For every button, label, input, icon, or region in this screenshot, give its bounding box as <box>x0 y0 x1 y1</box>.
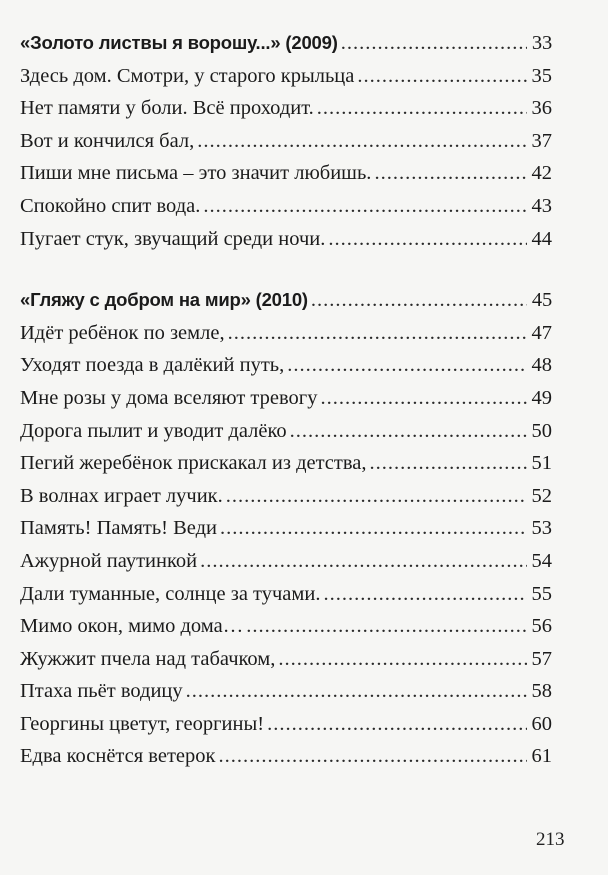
poem-title: Спокойно спит вода. <box>20 194 201 217</box>
toc-entry <box>20 480 552 513</box>
toc-section-2009 <box>20 27 552 255</box>
dot-leader <box>370 447 528 480</box>
toc-entry <box>20 610 552 643</box>
dot-leader <box>226 480 527 513</box>
poem-title: Жужжит пчела над табачком, <box>20 647 276 670</box>
dot-leader <box>320 382 527 415</box>
dot-leader <box>341 27 527 60</box>
page-number: 52 <box>531 484 552 507</box>
toc-entry <box>20 447 552 480</box>
dot-leader <box>218 740 527 773</box>
dot-leader <box>311 284 527 317</box>
poem-title: Дорога пылит и уводит далёко <box>20 419 287 442</box>
dot-leader <box>228 317 527 350</box>
toc-entry <box>20 512 552 545</box>
poem-title: Мне розы у дома вселяют тревогу <box>20 386 318 409</box>
page-number: 44 <box>531 227 552 250</box>
table-of-contents <box>20 27 552 773</box>
page-number: 48 <box>531 354 552 377</box>
dot-leader <box>278 643 527 676</box>
dot-leader <box>357 60 527 93</box>
poem-title: Уходят поезда в далёкий путь, <box>20 354 285 377</box>
dot-leader <box>186 675 527 708</box>
dot-leader <box>267 708 527 741</box>
poem-title: Пугает стук, звучащий среди ночи. <box>20 227 326 250</box>
toc-entry <box>20 578 552 611</box>
section-heading <box>20 27 552 60</box>
page-number: 61 <box>531 745 552 768</box>
page-number: 51 <box>531 452 552 475</box>
section-title: «Гляжу с добром на мир» (2010) <box>20 289 308 311</box>
dot-leader <box>323 578 527 611</box>
dot-leader <box>203 190 527 223</box>
section-heading <box>20 284 552 317</box>
poem-title: Вот и кончился бал, <box>20 129 195 152</box>
section-title: «Золото листвы я ворошу...» (2009) <box>20 32 338 53</box>
page-number: 45 <box>531 289 552 312</box>
dot-leader <box>220 512 527 545</box>
dot-leader <box>287 349 527 382</box>
page-number: 47 <box>531 321 552 344</box>
dot-leader <box>246 610 527 643</box>
poem-title: Мимо окон, мимо дома… <box>20 615 244 638</box>
dot-leader <box>197 125 527 158</box>
page-number: 33 <box>531 32 552 54</box>
page-number: 58 <box>531 680 552 703</box>
dot-leader <box>317 92 527 125</box>
poem-title: Пегий жеребёнок прискакал из детства, <box>20 452 367 475</box>
page-number: 57 <box>531 647 552 670</box>
page-number: 54 <box>531 549 552 572</box>
toc-entry <box>20 643 552 676</box>
toc-entry <box>20 415 552 448</box>
page-number: 42 <box>531 162 552 185</box>
poem-title: Нет памяти у боли. Всё проходит. <box>20 97 314 120</box>
poem-title: В волнах играет лучик. <box>20 484 223 507</box>
toc-entry <box>20 545 552 578</box>
toc-entry <box>20 382 552 415</box>
toc-entry <box>20 349 552 382</box>
page-number: 56 <box>531 615 552 638</box>
poem-title: Пиши мне письма – это значит любишь. <box>20 162 372 185</box>
page-number: 37 <box>531 129 552 152</box>
toc-entry <box>20 708 552 741</box>
poem-title: Ажурной паутинкой <box>20 549 198 572</box>
toc-entry <box>20 60 552 93</box>
poem-title: Идёт ребёнок по земле, <box>20 321 225 344</box>
page-number: 43 <box>531 194 552 217</box>
page-number: 50 <box>531 419 552 442</box>
poem-title: Дали туманные, солнце за тучами. <box>20 582 321 605</box>
page-number: 60 <box>531 712 552 735</box>
toc-entry <box>20 740 552 773</box>
toc-entry <box>20 92 552 125</box>
toc-entry <box>20 157 552 190</box>
page-number: 36 <box>531 97 552 120</box>
poem-title: Память! Память! Веди <box>20 517 218 540</box>
toc-entry <box>20 125 552 158</box>
dot-leader <box>200 545 527 578</box>
page-number: 55 <box>531 582 552 605</box>
toc-section-2010 <box>20 284 552 773</box>
page-number: 49 <box>531 386 552 409</box>
dot-leader <box>290 415 527 448</box>
toc-entry <box>20 675 552 708</box>
poem-title: Едва коснётся ветерок <box>20 745 216 768</box>
page-number: 35 <box>531 64 552 87</box>
dot-leader <box>328 223 527 256</box>
toc-entry <box>20 223 552 256</box>
poem-title: Здесь дом. Смотри, у старого крыльца <box>20 64 355 87</box>
poem-title: Птаха пьёт водицу <box>20 680 183 703</box>
poem-title: Георгины цветут, георгины! <box>20 712 265 735</box>
dot-leader <box>374 157 527 190</box>
toc-entry <box>20 317 552 350</box>
toc-entry <box>20 190 552 223</box>
folio-page-number: 213 <box>536 829 565 850</box>
page-number: 53 <box>531 517 552 540</box>
